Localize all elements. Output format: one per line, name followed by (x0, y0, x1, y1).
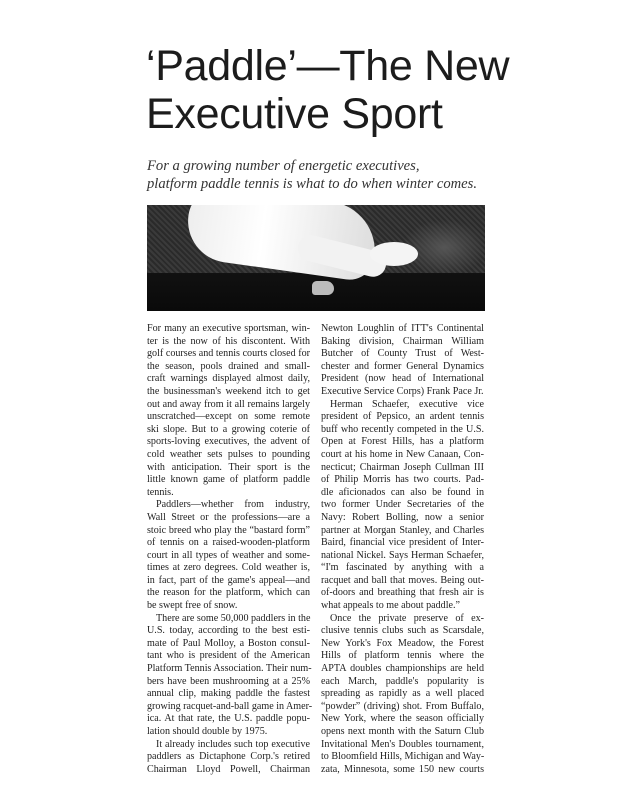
paragraph (147, 612, 313, 739)
text-line: president of Pepsico, an ardent tennis (321, 411, 484, 423)
text-line: annual clip, making paddle the fastest (147, 688, 310, 700)
text-line: to Bloomfield Hills, Michigan and Way- (321, 751, 485, 763)
text-line: with anticipation. Their sport is the (147, 461, 310, 473)
text-line: partner at Morgan Stanley, and Charles (321, 524, 484, 536)
text-line: lation should double by 1975. (147, 726, 268, 737)
text-line: “I'm fascinated by anything with a (321, 562, 484, 574)
photo-player-hand (312, 281, 334, 295)
text-line: ski slope. But to a growing coterie of (147, 423, 310, 435)
subtitle-line: For a growing number of energetic executives, (147, 158, 420, 174)
text-line: buff who recently competed in the U.S. (321, 423, 484, 435)
text-line: growing racquet-and-ball game in Amer- (147, 700, 313, 712)
text-line: of tennis on a raised-wooden-platform (147, 537, 310, 549)
text-line: ica. At that rate, the U.S. paddle popu- (147, 713, 310, 725)
text-line: Once the private preserve of ex- (330, 612, 484, 624)
text-line: Wall Street or the professions—are a (147, 511, 310, 523)
text-line: tennis. (147, 486, 174, 498)
text-line: For many an executive sportsman, win- (147, 323, 310, 334)
text-line: opens next month with the Saturn Club (321, 726, 484, 737)
paragraph (147, 323, 310, 499)
text-line: New York's Fox Meadow, the Forest (321, 637, 484, 649)
text-line: tant who is president of the American (147, 650, 310, 662)
text-line: little known game of platform paddle (147, 474, 310, 486)
article-photo-paddle-player (147, 205, 485, 311)
text-line: stoic breed who play the “bastard form” (147, 524, 310, 536)
text-line: President (now head of International (321, 373, 484, 385)
article-subtitle (147, 157, 477, 193)
text-line: dle aficionados can also be found in (321, 486, 484, 498)
text-line: out and away from it all remains largely (147, 398, 310, 410)
text-line: clusive tennis clubs such as Scarsdale, (321, 625, 484, 637)
paragraph (321, 613, 484, 777)
text-line: Herman Schaefer, executive vice (330, 398, 484, 410)
text-line: of-doors and breathing that fresh air is (321, 587, 484, 599)
text-line: times at zero degrees. Cold weather is, (147, 562, 310, 574)
text-line: craft warnings displayed almost daily, (147, 373, 310, 385)
text-column-right (321, 323, 484, 776)
text-line: cold weather sets pulses to pounding (147, 448, 310, 460)
text-line: sports-loving executives, the advent of (147, 436, 310, 448)
text-line: Platform Tennis Association. Their num- (147, 663, 312, 675)
text-line: paddlers as Dictaphone Corp.'s retired (147, 751, 310, 763)
text-line: ter is the now of his discontent. With (147, 335, 310, 347)
paragraph (321, 323, 484, 399)
text-line: Paddlers—whether from industry, (156, 499, 310, 511)
text-line: court at his home in New Canaan, Con- (321, 448, 484, 460)
text-line: Chairman Lloyd Powell, Chairman (147, 763, 310, 775)
text-line: spreading as rapidly as a well placed (321, 688, 484, 700)
paragraph (147, 739, 310, 777)
text-line: Invitational Men's Doubles tournament, (321, 738, 484, 750)
text-line: national Nickel. Says Herman Schaefer, (321, 549, 484, 561)
photo-paddle (370, 242, 418, 266)
paragraph (321, 399, 484, 613)
text-line: Baird, financial vice president of Inter- (321, 537, 484, 549)
text-line: bers have been mushrooming at a 25% (147, 675, 310, 687)
title-line: ‘Paddle’—The New (146, 42, 510, 90)
text-line: two former Under Secretaries of the (321, 499, 484, 511)
text-line: “powder” (driving) shot. From Buffalo, (321, 700, 484, 712)
text-line: mate of Paul Molloy, a Boston consul- (147, 637, 310, 649)
text-line: the season, pools drained and small- (147, 360, 310, 372)
text-line: Butcher of County Trust of West- (321, 348, 484, 360)
title-line: Executive Sport (146, 90, 443, 138)
text-column-left (147, 323, 313, 776)
text-line: Baking division, Chairman William (321, 335, 484, 347)
text-line: what appeals to me about paddle.” (321, 600, 461, 612)
text-line: each March, paddle's popularity is (321, 675, 484, 687)
text-line: unscratched—except on some remote (147, 411, 310, 423)
text-line: Newton Loughlin of ITT's Continental (321, 323, 484, 334)
text-line: zata, Minnesota, some 150 new courts (321, 763, 484, 775)
subtitle-line: platform paddle tennis is what to do when winter comes. (147, 176, 477, 192)
text-line: U.S. today, according to the best esti- (147, 625, 310, 637)
text-line: in fact, part of the game's appeal—and (147, 574, 310, 586)
text-line: racquet and ball that moves. Being out- (321, 574, 484, 586)
text-line: Executive Service Corps) Frank Pace Jr. (321, 385, 484, 397)
text-line: It already includes such top executive (156, 738, 310, 750)
paragraph (147, 499, 310, 612)
text-line: be swept free of snow. (147, 600, 238, 612)
text-line: New York, where the season officially (321, 713, 484, 725)
text-line: court in all types of weather and some- (147, 549, 310, 561)
article-title (146, 42, 509, 138)
text-line: Navy: Robert Bolling, now a senior (321, 511, 484, 523)
text-line: golf courses and tennis courts closed for (147, 348, 310, 360)
text-line: the reason for the platform, which can (147, 587, 310, 599)
text-line: of Philip Morris has two courts. Pad- (321, 474, 484, 486)
text-line: Hills of platform tennis where the (321, 650, 484, 662)
text-line: the businessman's weekend itch to get (147, 385, 310, 397)
text-line: APTA doubles championships are held (321, 663, 484, 675)
text-line: There are some 50,000 paddlers in the (156, 612, 311, 624)
text-line: Open at Forest Hills, has a platform (321, 436, 484, 448)
text-line: chester and former General Dynamics (321, 360, 484, 372)
text-line: necticut; Chairman Joseph Cullman III (321, 461, 484, 473)
